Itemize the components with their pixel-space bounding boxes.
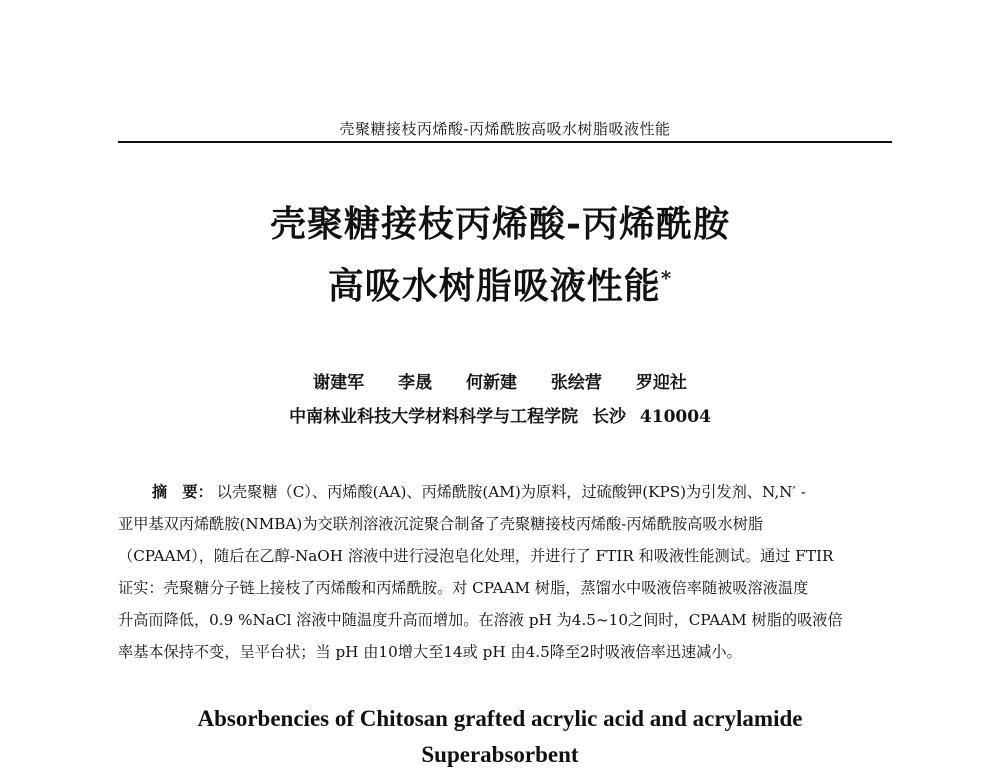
running-header: 壳聚糖接枝丙烯酸-丙烯酰胺高吸水树脂吸液性能 (339, 120, 671, 138)
english-title-line-1: Absorbencies of Chitosan grafted acrylic acid and acrylamide (197, 706, 803, 731)
abstract-line-text: 以壳聚糖（C）、丙烯酸(AA)、丙烯酰胺(AM)为原料，过硫酸钾(KPS)为引发剂、N,N′ - (216, 483, 806, 501)
affiliation (0, 402, 1000, 427)
author-name: 何新建 (466, 373, 517, 393)
abstract-line: 升高而降低，0.9 %NaCl 溶液中随温度升高而增加。在溶液 pH 为4.5~10之间时，CPAAM 树脂的吸液倍 (118, 611, 843, 629)
abstract-line (118, 476, 898, 508)
affiliation-postcode: 410004 (639, 407, 711, 427)
affiliation-institution: 中南林业科技大学材料科学与工程学院 (289, 407, 579, 427)
title-footnote-mark: * (660, 266, 673, 290)
abstract-line: 亚甲基双丙烯酰胺(NMBA)为交联剂溶液沉淀聚合制备了壳聚糖接枝丙烯酸-丙烯酰胺高吸水树脂 (118, 515, 764, 533)
abstract-line: （CPAAM），随后在乙醇-NaOH 溶液中进行浸泡皂化处理，并进行了 FTIR 和吸液性能测试。通过 FTIR (118, 547, 834, 565)
abstract-line: 证实：壳聚糖分子链上接枝了丙烯酸和丙烯酰胺。对 CPAAM 树脂，蒸馏水中吸液倍率随被吸溶液温度 (118, 579, 809, 597)
abstract-label: 摘 要： (152, 483, 213, 501)
title-line-2-text: 高吸水树脂吸液性能 (327, 265, 661, 307)
title-line-2 (0, 258, 1000, 309)
author-name: 罗迎社 (635, 373, 687, 393)
english-title-line-2: Superabsorbent (421, 742, 579, 767)
title-line-1: 壳聚糖接枝丙烯酸-丙烯酰胺 (270, 203, 730, 245)
author-name: 张绘营 (550, 373, 602, 393)
abstract-line: 率基本保持不变，呈平台状；当 pH 由10增大至14或 pH 由4.5降至2时吸液倍率迅速减小。 (118, 643, 742, 661)
author-list (0, 368, 1000, 393)
author-name: 李晟 (398, 373, 433, 393)
header-rule (118, 141, 892, 143)
author-name: 谢建军 (313, 373, 365, 393)
abstract (118, 476, 898, 668)
affiliation-city: 长沙 (592, 407, 626, 427)
